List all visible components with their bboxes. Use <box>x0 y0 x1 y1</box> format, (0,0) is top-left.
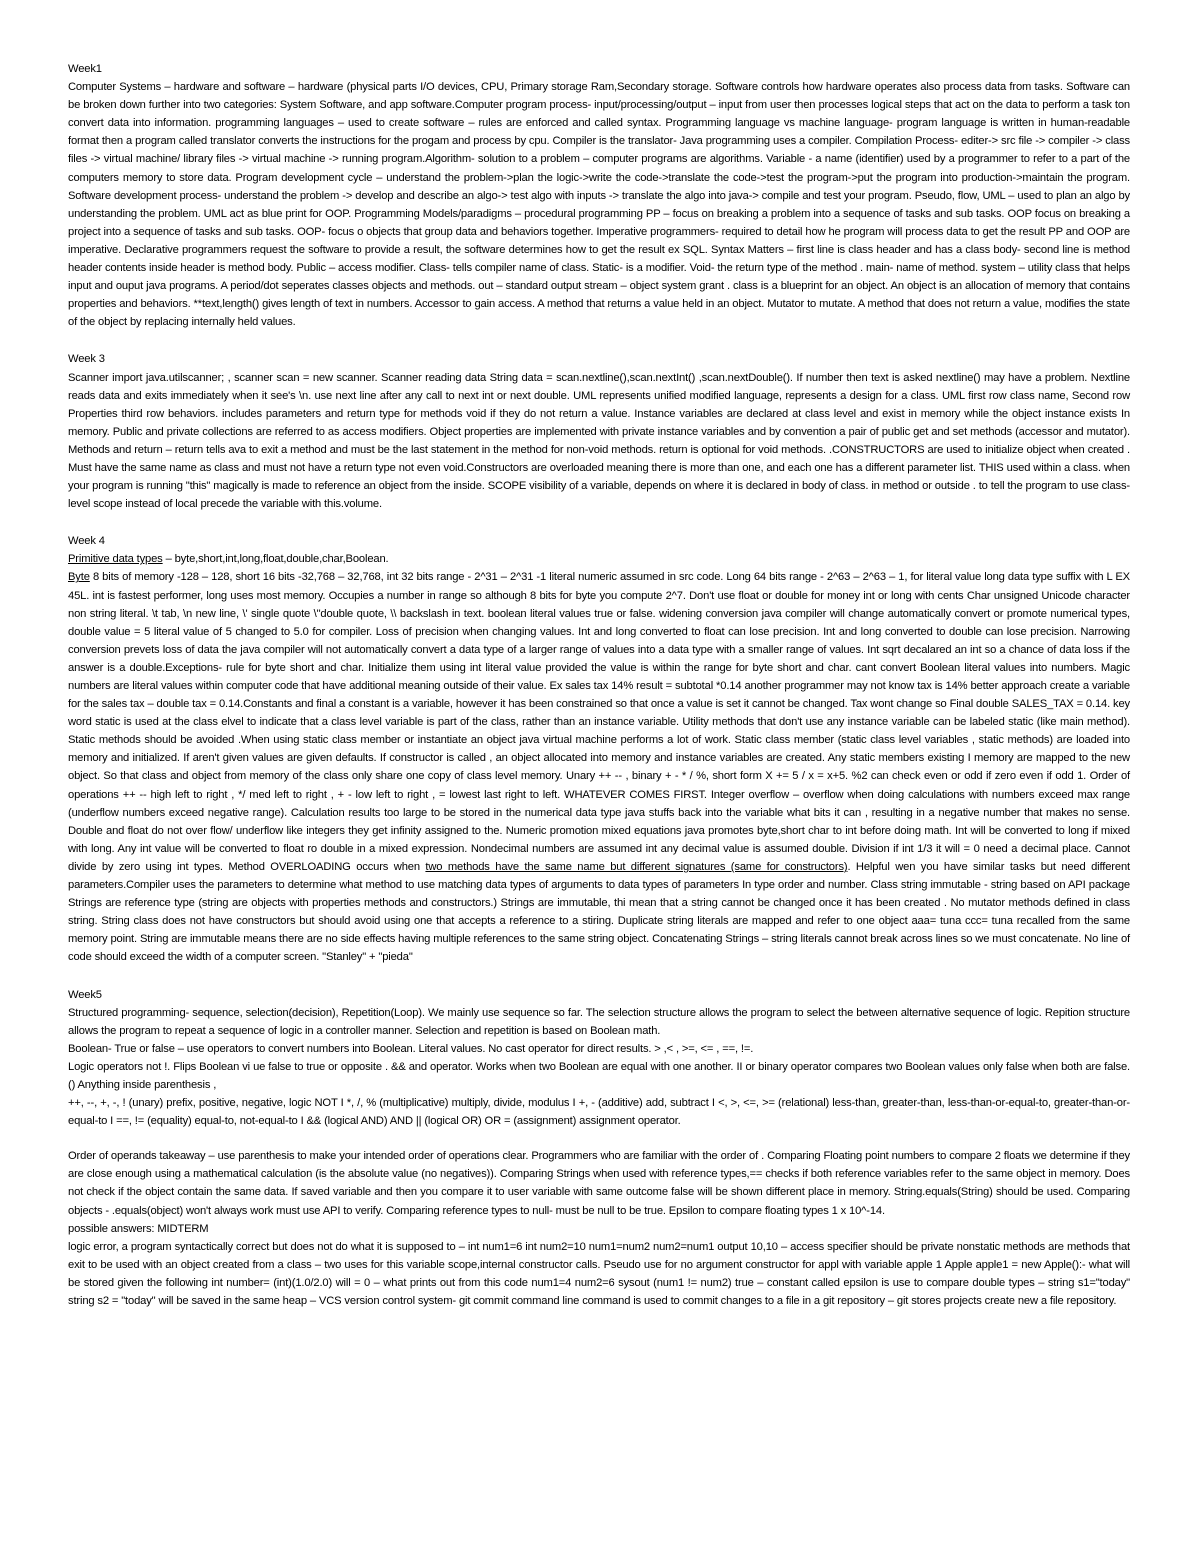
overloading-definition: two methods have the same name but different signatures (same for constructors) <box>425 860 848 873</box>
week5-midterm-answers: logic error, a program syntactically correct but does not do what it is supposed to – int num1=6 int num2=10 num1=num2 num2=num1 output 10,10 – access specifier should be private nonstatic methods are methods that exit to be used with an object created from a class – two uses for this variable scope,internal constructor calls. Pseudo use for no argument constructor for appl with variable apple 1 Apple apple1 = new Apple():- what will be stored given the following int number= (int)(1.0/2.0) will = 0 – what prints out from this code num1=4 num2=6 sysout (num1 != num2) true – constant called epsilon is use to compare double types – string s1="today" string s2 = "today" will be saved in the same heap – VCS version control system- git commit command line command is used to commit changes to a file in a git repository – git stores projects create new a file repository. <box>68 1240 1130 1307</box>
document-page <box>68 60 1130 1329</box>
week5-structured-programming: Structured programming- sequence, selection(decision), Repetition(Loop). We mainly use sequence so far. The selection structure allows the program to select the between alternative sequence of logic. Repition structure allows the program to repeat a sequence of logic in a controller manner. Selection and repetition is based on Boolean math. <box>68 1006 1130 1037</box>
week5-possible-answers: possible answers: MIDTERM <box>68 1222 209 1235</box>
week4-body-part-b: . Helpful wen you have similar tasks but need different parameters.Compiler uses the parameters to determine what method to use matching data types of arguments to data types of parameters In type order and number. Class string immutable - string based on API package Strings are reference type (string are objects with properties methods and constructors.) Strings are immutable, thi mean that a string cannot be changed once it has been created . No mutator methods defined in class string. String class does not have constructors but should avoid using one that accepts a reference to a stiring. Duplicate string literals are mapped and refer to one object aaa= tuna ccc= tuna recalled from the same memory point. String are immutable means there are no side effects having multiple references to the same string object. Concatenating Strings – string literals cannot break across lines so we must concatenate. No line of code should exceed the width of a computer screen. "Stanley" + "pieda" <box>68 860 1130 964</box>
primitive-data-types-label: Primitive data types <box>68 553 163 566</box>
week5-operator-precedence: ++, --, +, -, ! (unary) prefix, positive, negative, logic NOT I *, /, % (multiplicative) multiply, divide, modulus I +, - (additive) add, subtract I <, >, <=, >= (relational) less-than, greater-than, less-than-or-equal-to, greater-than-or-equal-to I ==, != (equality) equal-to, not-equal-to I && (logical AND) AND || (logical OR) OR = (assignment) assignment operator. <box>68 1097 1130 1128</box>
week1-body: Computer Systems – hardware and software – hardware (physical parts I/O devices, CPU, Primary storage Ram,Secondary storage. Software controls how hardware operates also process data from tasks. Software can be broken down further into two categories: System Software, and app software.Computer program process- input/processing/output – input from user then processes logical steps that act on the data to perform a task ton convert data into information. programming languages – used to create software – rules are enforced and called syntax. Programming language vs machine language- program language is written in human-readable format then a program called translator converts the instructions for the progam and process by cpu. Compiler is the translator- Java programming uses a compiler. Compilation Process- editer-> src file -> compiler -> class files -> virtual machine/ library files -> virtual machine -> running program.Algorithm- solution to a problem – computer programs are algorithms. Variable - a name (identifier) used by a programmer to refer to a part of the computers memory to store data. Program development cycle – understand the problem->plan the logic->write the code->translate the code->test the program->put the program into production->maintain the program. Software development process- understand the problem -> develop and describe an algo-> test algo with inputs -> translate the algo into java-> compile and test your program. Pseudo, flow, UML – used to plan an algo by understanding the problem. UML act as blue print for OOP. Programming Models/paradigms – procedural programming PP – focus on breaking a problem into a sequence of tasks and sub tasks. OOP focus on breaking a project into a sequence of tasks and sub tasks. OOP- focus o objects that group data and behaviors together. Imperative programmers- required to detail how he program will process data to get the result PP and OOP are imperative. Declarative programmers request the software to provide a result, the software determines how to get the result ex SQL. Syntax Matters – first line is class header and has a class body- second line is method header contents inside header is method body. Public – access modifier. Class- tells compiler name of class. Static- is a modifier. Void- the return type of the method . main- name of method. system – utility class that helps input and ouput java programs. A period/dot seperates classes objects and methods. out – standard output stream – object system grant . class is a blueprint for an object. An object is an allocation of memory that contains properties and behaviors. **text,length() gives length of text in numbers. Accessor to gain access. A method that returns a value held in an object. Mutator to mutate. A method that does not return a value, modifies the state of the object by replacing internally held values. <box>68 81 1130 329</box>
week4-primitive-line <box>68 550 1130 568</box>
week4-heading: Week 4 <box>68 535 105 548</box>
week1-section <box>68 60 1130 331</box>
week3-heading: Week 3 <box>68 353 105 366</box>
week3-body: Scanner import java.utilscanner; , scanner scan = new scanner. Scanner reading data String data = scan.nextline(),scan.nextInt() ,scan.nextDouble(). If number then text is asked nextline() may have a problem. Nextline reads data and exits immediately when it see's \n. use next line after any call to next int or next double. UML represents unified modified language, represents a design for a class. UML first row class name, Second row Properties third row behaviors. includes parameters and return type for methods void if they do not return a value. Instance variables are declared at class level and exist in memory while the object instance exists In memory. Public and private collections are referred to as access modifiers. Object properties are implemented with private instance variables and by convention a pair of public get and set methods (accessor and mutator). Methods and return – return tells ava to exit a method and must be the last statement in the method for non-void methods. return is optional for void methods. .CONSTRUCTORS are used to initialize object when created . Must have the same name as class and must not have a return type not even void.Constructors are overloaded meaning there is more than one, and each one has a different parameter list. THIS used within a class. when your program is running "this" magically is made to reference an object from the inside. SCOPE visibility of a variable, depends on where it is declared in body of class. in method or outside . to tell the program to use class-level scope instead of local precede the variable with this.volume. <box>68 371 1130 511</box>
week3-section <box>68 350 1130 513</box>
primitive-data-types-list: – byte,short,int,long,float,double,char,Boolean. <box>162 553 389 566</box>
week1-heading: Week1 <box>68 63 102 75</box>
week5-section <box>68 986 1130 1311</box>
week4-body <box>68 568 1130 966</box>
week5-heading: Week5 <box>68 988 102 1001</box>
byte-label: Byte <box>68 571 90 584</box>
week4-body-part-a: 8 bits of memory -128 – 128, short 16 bits -32,768 – 32,768, int 32 bits range - 2^31 – 2^31 -1 literal numeric assumed in src code. Long 64 bits range - 2^63 – 2^63 – 1, for literal value long data type suffix with L EX 45L. int is fastest performer, long uses most memory. Occupies a number in range so although 8 bits for byte you compute 2^7. Don't use float or double for money int or long with cents Char unsigned Unicode character non string literal. \t tab, \n new line, \' single quote \"double quote, \\ backslash in text. boolean literal values true or false. widening conversion java compiler will change automatically convert or promote numerical types, double value = 5 literal value of 5 changed to 5.0 for compiler. Loss of precision when changing values. Int and long converted to float can lose precision. Int and long converted to double can lose precision. Narrowing conversion prevets loss of data the java compiler will not automatically convert a data type of a larger range of values into a data type with a smaller range of values. Int sqrt decalared an int so a chance of data loss if the answer is a double.Exceptions- rule for byte short and char. Initialize them using int literal value provided the value is within the range for byte short and char. cant convert Boolean literal values into numbers. Magic numbers are literal values within computer code that have additional meaning outside of their value. Ex sales tax 14% result = subtotal *0.14 another programmer may not know tax is 14% better approach create a variable for the sales tax – double tax = 0.14.Constants and final a constant is a variable, however it has been constrained so that once a value is set it cannot be changed. Tax wont change so Final double SALES_TAX = 0.14. key word static is used at the class elvel to indicate that a class level variable is part of the class, rather than an instance variable. Utility methods that don't use any instance variable can be labeled static (like main method). Static methods should be avoided .When using static class member or instantiate an object java virtual machine performs a lot of work. Static class member (static class level variables , static methods) are loaded into memory and initialized. If aren't given values are given defaults. If constructor is called , an object allocated into memory and instance variables are created. Any static members existing I memory are mapped to the new object. So that class and object from memory of the class only share one copy of class level memory. Unary ++ -- , binary + - * / %, short form X += 5 / x = x+5. %2 can check even or odd if zero even if odd 1. Order of operations ++ -- high left to right , */ med left to right , + - low left to right , = lowest last right to left. WHATEVER COMES FIRST. Integer overflow – overflow when doing calculations with numbers exceed max range (underflow numbers exceed negative range). Calculation results too large to be stored in the numerical data type java stuffs back into the variable what bits it can , resulting in a negative number that makes no sense. Double and float do not over flow/ underflow like integers they get infinity assigned to the. Numeric promotion mixed equations java promotes byte,short char to int before doing math. Int will be converted to long if mixed with long. Any int value will be converted to float ro double in a mixed expression. Nondecimal numbers are assumed int any decimal value is assumed double. Division if int 1/3 it will = 0 need a decimal place. Cannot divide by zero using int types. Method OVERLOADING occurs when <box>68 571 1130 873</box>
week4-section <box>68 532 1130 966</box>
week5-logic-operators: Logic operators not !. Flips Boolean vi ue false to true or opposite . && and operator. Works when two Boolean are equal with one another. II or binary operator compares two Boolean values only false when both are false. () Anything inside parenthesis , <box>68 1060 1130 1091</box>
week5-boolean-line: Boolean- True or false – use operators to convert numbers into Boolean. Literal values. No cast operator for direct results. > ,< , >=, <= , ==, !=. <box>68 1042 754 1055</box>
week5-order-of-operands: Order of operands takeaway – use parenthesis to make your intended order of operations clear. Programmers who are familiar with the order of . Comparing Floating point numbers to compare 2 floats we determine if they are close enough using a mathematical calculation (is the absolute value (no negatives)). Comparing Strings when used with reference types,== checks if both reference variables refer to the same object in memory. Does not check if the object contain the same data. If saved variable and then you compare it to user variable with same outcome false will be shown different place in memory. String.equals(String) should be used. Comparing objects - .equals(object) won't always work must use API to verify. Comparing reference types to null- must be null to be true. Epsilon to compare floating types 1 x 10^-14. <box>68 1150 1130 1217</box>
